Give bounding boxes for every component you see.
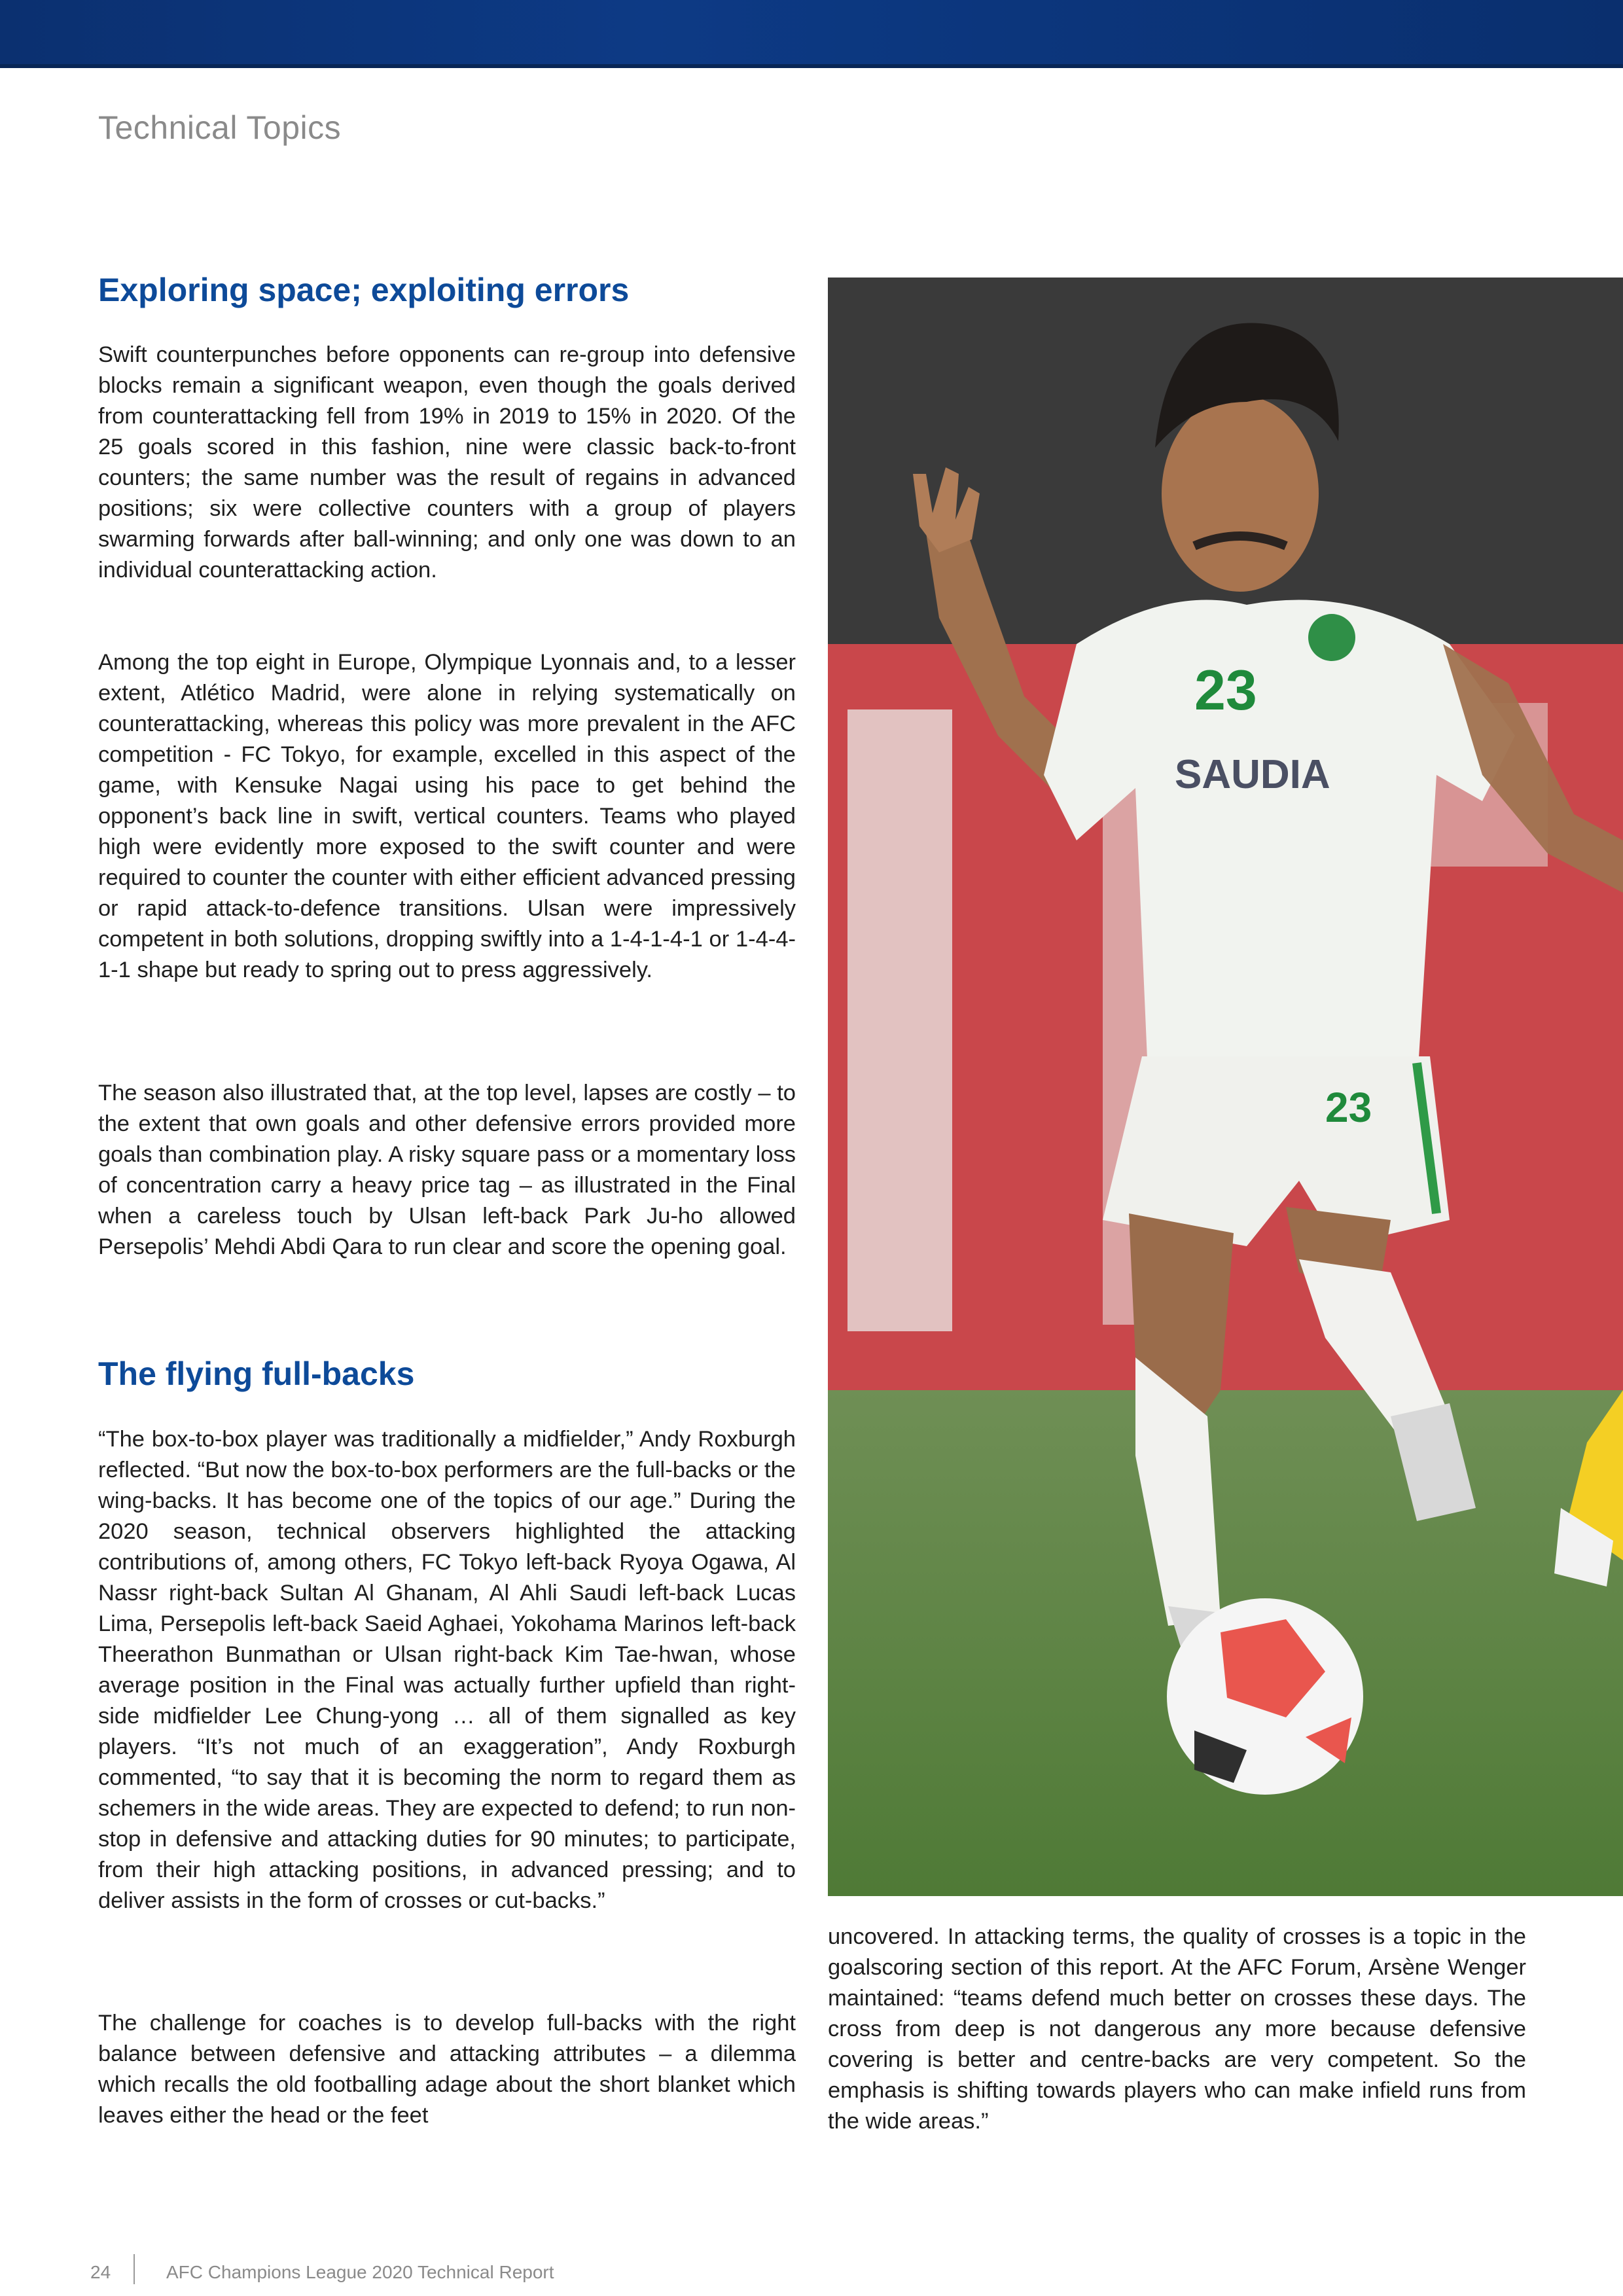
paragraph-challenge: The challenge for coaches is to develop full-backs with the right balance between defensive and attacking attributes – a dilemma which recalls the old footballing adage about the short blanket which leaves either the head or the feet [98,2011,796,2128]
heading-exploring-space: Exploring space; exploiting errors [98,272,630,308]
shorts-number: 23 [1325,1084,1372,1131]
heading-flying-full-backs: The flying full-backs [98,1355,415,1392]
footer-report-title: AFC Champions League 2020 Technical Report [166,2262,554,2282]
header-bar [0,0,1623,68]
section-title: Technical Topics [98,109,342,146]
player-photo [828,278,1623,1896]
paragraph-uncovered: uncovered. In attacking terms, the quality of crosses is a topic in the goalscoring section of this report. At the AFC Forum, Arsène Wenger maintained: “teams defend much better on crosses these days. The cross from deep is not dangerous any more because defensive covering is better and centre-backs are very competent. So the emphasis is shifting towards players who can make infield runs from the wide areas.” [828,1924,1526,2134]
paragraph-top-eight: Among the top eight in Europe, Olympique Lyonnais and, to a lesser extent, Atlético Madrid, were alone in relying systematically on counterattacking, whereas this policy was more prevalent in the AFC competition - FC Tokyo, for example, excelled in this aspect of the game, with Kensuke Nagai using his pace to get behind the opponent’s back line in swift, vertical counters. Teams who played high were evidently more exposed to the swift counter and were required to counter the counter with either efficient advanced pressing or rapid attack-to-defence transitions. Ulsan were impressively competent in both solutions, dropping swiftly into a 1-4-1-4-1 or 1-4-4-1-1 shape but ready to spring out to press aggressively. [98,650,796,982]
paragraph-box-to-box: “The box-to-box player was traditionally a midfielder,” Andy Roxburgh reflected. “But now the box-to-box performers are the full-backs or the wing-backs. It has become one of the topics of our age.” During the 2020 season, technical observers highlighted the attacking contributions of, among others, FC Tokyo left-back Ryoya Ogawa, Al Nassr right-back Sultan Al Ghanam, Al Ahli Saudi left-back Lucas Lima, Persepolis left-back Saeid Aghaei, Yokohama Marinos left-back Theerathon Bunmathan or Ulsan right-back Kim Tae-hwan, whose average position in the Final was actually further upfield than right-side midfielder Lee Chung-yong … all of them signalled as key players. “It’s not much of an exaggeration”, Andy Roxburgh commented, “to say that it is becoming the norm to regard them as schemers in the wide areas. They are expected to defend; to run non-stop in defensive and attacking duties for 90 minutes; to participate, from their high attacking positions, in advanced pressing; and to deliver assists in the form of crosses or cut-backs.” [98,1427,796,1913]
shirt-number: 23 [1194,659,1257,722]
paragraph-lapses: The season also illustrated that, at the top level, lapses are costly – to the extent that own goals and other defensive errors provided more goals than combination play. A risky square pass or a momentary loss of concentration carry a heavy price tag – as illustrated in the Final when a careless touch by Ulsan left-back Park Ju-ho allowed Persepolis’ Mehdi Abdi Qara to run clear and score the opening goal. [98,1081,796,1259]
shirt-sponsor: SAUDIA [1175,752,1330,797]
page-number: 24 [90,2262,111,2282]
paragraph-counterpunches: Swift counterpunches before opponents can re-group into defensive blocks remain a significant weapon, even though the goals derived from counterattacking fell from 19% in 2019 to 15% in 2020. Of the 25 goals scored in this fashion, nine were classic back-to-front counters; the same number was the result of regains in advanced positions; six were collective counters with a group of players swarming forwards after ball-winning; and only one was down to an individual counterattacking action. [98,342,796,583]
footer-divider [134,2254,135,2284]
